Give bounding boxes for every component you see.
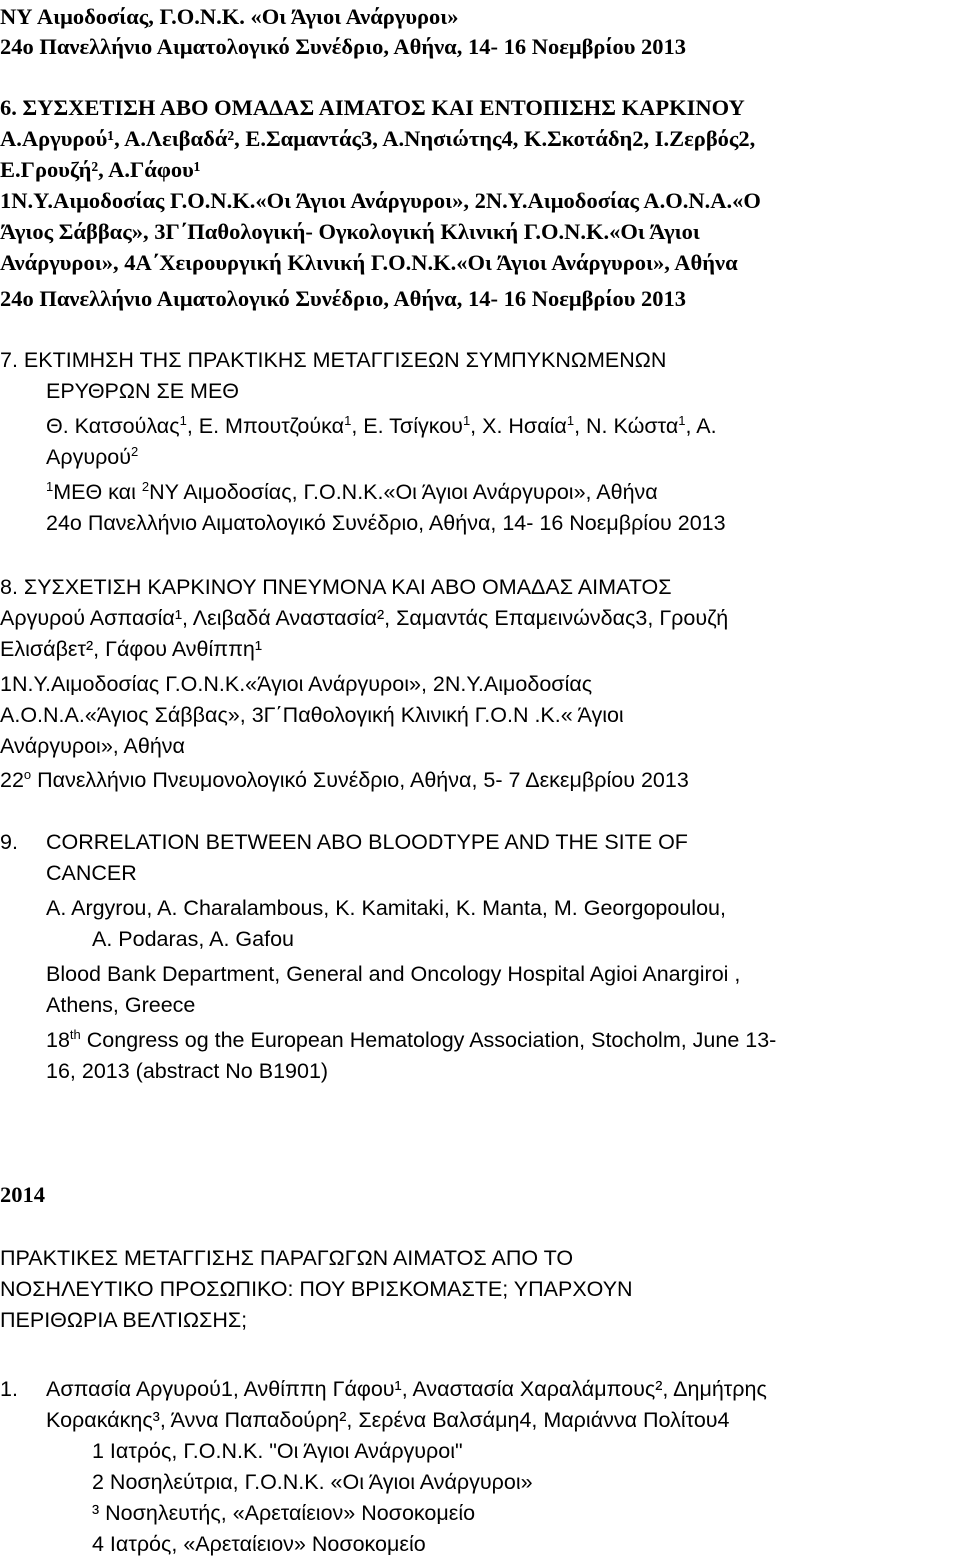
entry-7-affiliation: $^1$ΜΕΘ και $^2$ΝΥ Αιμοδοσίας, Γ.Ο.Ν.Κ.«Οι Άγιοι Ανάργυροι», Αθήνα — [46, 478, 658, 504]
conference-line: 24ο Πανελλήνιο Αιματολογικό Συνέδριο, Αθήνα, 14- 16 Νοεμβρίου 2013 — [0, 34, 686, 59]
entry-9-conference-cont: 16, 2013 (abstract No B1901) — [46, 1059, 329, 1083]
affiliation-line: ΝΥ Αιμοδοσίας, Γ.Ο.Ν.Κ. «Οι Άγιοι Ανάργυροι» — [0, 4, 459, 29]
entry-9-conference: 18th Congress og the European Hematology Association, Stocholm, June 13- — [46, 1026, 777, 1052]
entry-8-authors: Αργυρού Ασπασία¹, Λειβαδά Αναστασία², Σαμαντάς Επαμεινώνδας3, Γρουζή — [0, 606, 729, 630]
entry-6-authors: Α.Αργυρού¹, Α.Λειβαδά², Ε.Σαμαντάς3, Α.Νησιώτης4, Κ.Σκοτάδη2, Ι.Ζερβός2, — [0, 126, 756, 151]
entry-1-authors-cont: Κορακάκης³, Άννα Παπαδούρη², Σερένα Βαλσάμη4, Μαριάννα Πολίτου4 — [46, 1408, 730, 1432]
entry-9-title: 9. CORRELATION BETWEEN ABO BLOODTYPE AND THE SITE OF — [0, 830, 688, 854]
entry-1-affiliation: 4 Ιατρός, «Αρεταίειον» Νοσοκομείο — [92, 1532, 426, 1556]
entry-8-affiliation-cont: Ανάργυροι», Αθήνα — [0, 734, 185, 758]
entry-7-authors: Θ. Κατσούλας$^1$, Ε. Μπουτζούκα$^1$, Ε. Τσίγκου$^1$, Χ. Ησαία$^1$, Ν. Κώστα$^1$, Α. — [46, 412, 717, 438]
entry-6-authors-cont: Ε.Γρουζή², Α.Γάφου¹ — [0, 157, 201, 182]
entry-9-authors: A. Argyrou, A. Charalambous, K. Kamitaki, K. Manta, M. Georgopoulou, — [46, 896, 726, 920]
entry-9-authors-cont: A. Podaras, A. Gafou — [92, 927, 294, 951]
entry-8-title: 8. ΣΥΣΧΕΤΙΣΗ ΚΑΡΚΙΝΟΥ ΠΝΕΥΜΟΝΑ ΚΑΙ ΑΒΟ ΟΜΑΔΑΣ ΑΙΜΑΤΟΣ — [0, 575, 672, 599]
entry-6-affiliation-cont: Ανάργυροι», 4Α΄Χειρουργική Κλινική Γ.Ο.Ν.Κ.«Οι Άγιοι Ανάργυροι», Αθήνα — [0, 250, 738, 275]
entry-8-affiliation: 1Ν.Υ.Αιμοδοσίας Γ.Ο.Ν.Κ.«Άγιοι Ανάργυροι», 2Ν.Υ.Αιμοδοσίας — [0, 672, 593, 696]
section-title-cont: ΝΟΣΗΛΕΥΤΙΚΟ ΠΡΟΣΩΠΙΚΟ: ΠΟΥ ΒΡΙΣΚΟΜΑΣΤΕ; ΥΠΑΡΧΟΥΝ — [0, 1277, 633, 1301]
section-title: ΠΡΑΚΤΙΚΕΣ ΜΕΤΑΓΓΙΣΗΣ ΠΑΡΑΓΩΓΩΝ ΑΙΜΑΤΟΣ ΑΠΟ ΤΟ — [0, 1246, 574, 1270]
entry-7-conference: 24ο Πανελλήνιο Αιματολογικό Συνέδριο, Αθήνα, 14- 16 Νοεμβρίου 2013 — [46, 511, 726, 535]
entry-1-affiliation: 2 Νοσηλεύτρια, Γ.Ο.Ν.Κ. «Οι Άγιοι Ανάργυροι» — [92, 1470, 533, 1494]
entry-8-affiliation-cont: Α.Ο.Ν.Α.«Άγιος Σάββας», 3Γ΄Παθολογική Κλινική Γ.Ο.Ν .Κ.« Άγιοι — [0, 703, 624, 727]
entry-6-conference: 24ο Πανελλήνιο Αιματολογικό Συνέδριο, Αθήνα, 14- 16 Νοεμβρίου 2013 — [0, 286, 686, 311]
entry-1-affiliation: 1 Ιατρός, Γ.Ο.Ν.Κ. "Οι Άγιοι Ανάργυροι" — [92, 1439, 463, 1463]
entry-7-title-cont: ΕΡΥΘΡΩΝ ΣΕ ΜΕΘ — [46, 379, 240, 403]
entry-1-authors: 1. Ασπασία Αργυρού1, Ανθίππη Γάφου¹, Αναστασία Χαραλάμπους², Δημήτρης — [0, 1377, 767, 1401]
entry-6-title: 6. ΣΥΣΧΕΤΙΣΗ ΑΒΟ ΟΜΑΔΑΣ ΑΙΜΑΤΟΣ ΚΑΙ ΕΝΤΟΠΙΣΗΣ ΚΑΡΚΙΝΟΥ — [0, 95, 745, 120]
entry-9-affiliation-cont: Athens, Greece — [46, 993, 196, 1017]
entry-6-affiliation-cont: Άγιος Σάββας», 3Γ΄Παθολογική- Ογκολογική Κλινική Γ.Ο.Ν.Κ.«Οι Άγιοι — [0, 219, 700, 244]
section-title-cont: ΠΕΡΙΘΩΡΙΑ ΒΕΛΤΙΩΣΗΣ; — [0, 1308, 248, 1332]
entry-6-affiliation: 1Ν.Υ.Αιμοδοσίας Γ.Ο.Ν.Κ.«Οι Άγιοι Ανάργυροι», 2Ν.Υ.Αιμοδοσίας Α.Ο.Ν.Α.«Ο — [0, 188, 761, 213]
entry-9-title-cont: CANCER — [46, 861, 137, 885]
entry-1-affiliation: ³ Νοσηλευτής, «Αρεταίειον» Νοσοκομείο — [92, 1501, 476, 1525]
entry-7-title: 7. ΕΚΤΙΜΗΣΗ ΤΗΣ ΠΡΑΚΤΙΚΗΣ ΜΕΤΑΓΓΙΣΕΩΝ ΣΥΜΠΥΚΝΩΜΕΝΩΝ — [0, 348, 667, 372]
year-heading: 2014 — [0, 1182, 45, 1207]
entry-9-affiliation: Blood Bank Department, General and Oncology Hospital Agioi Anargiroi , — [46, 962, 741, 986]
entry-8-conference: 22$^o$ Πανελλήνιο Πνευμονολογικό Συνέδριο, Αθήνα, 5- 7 Δεκεμβρίου 2013 — [0, 766, 689, 792]
entry-8-authors-cont: Ελισάβετ², Γάφου Ανθίππη¹ — [0, 637, 263, 661]
entry-7-authors-cont: Αργυρού$^2$ — [46, 443, 139, 469]
